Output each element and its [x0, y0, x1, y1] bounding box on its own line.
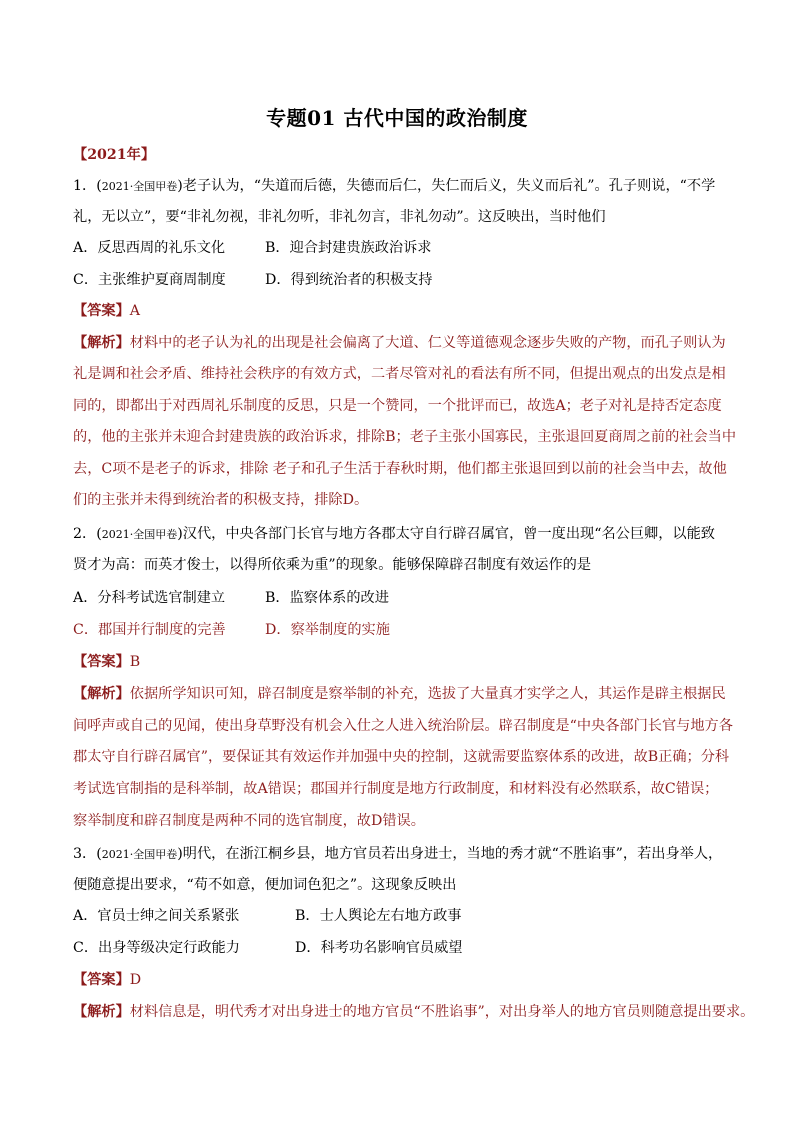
question-number: 3．(	[73, 846, 102, 862]
question-source: 2021·全国甲卷	[101, 180, 178, 193]
question-number: 1．(	[73, 178, 102, 194]
question-2-analysis-line-3: 郡太守自行辟召属官”，要保证其有效运作并加强中央的控制，这就需要监察体系的改进，故B正确；分科	[73, 749, 730, 765]
question-1-analysis-line-1	[73, 334, 733, 352]
question-1-option-c: C．主张维护夏商周制度	[73, 272, 226, 288]
answer-tag: 【答案】	[73, 303, 130, 319]
question-2-stem-line-2: 贤才为高：而英才俊士，以得所依乘为重”的现象。能够保障辟召制度有效运作的是	[73, 557, 592, 573]
question-2-answer	[73, 653, 733, 671]
question-number: 2．(	[73, 526, 102, 542]
question-text: )明代，在浙江桐乡县，地方官员若出身进士，当地的秀才就“不胜谄事”，若出身举人，	[177, 846, 723, 862]
question-2-analysis-line-1	[73, 685, 733, 703]
analysis-tag: 【解析】	[73, 1004, 130, 1020]
question-1-analysis-line-3: 同的，即都出于对西周礼乐制度的反思，只是一个赞同，一个批评而已，故选A；老子对礼是持否定态度	[73, 398, 722, 414]
question-2-option-c: C．郡国并行制度的完善	[73, 622, 226, 638]
question-3-option-b: B．士人舆论左右地方政事	[295, 908, 462, 924]
question-3-option-a: A．官员士绅之间关系紧张	[73, 908, 240, 924]
answer-value: D	[129, 972, 142, 988]
answer-tag: 【答案】	[73, 972, 130, 988]
section-header: 【2021年】	[73, 147, 156, 163]
answer-tag: 【答案】	[73, 654, 130, 670]
page-title: 专题01 古代中国的政治制度	[266, 106, 528, 130]
question-1-stem-line-1	[73, 177, 733, 196]
question-1-analysis-line-6: 们的主张并未得到统治者的积极支持，排除D。	[73, 492, 369, 508]
question-source: 2021·全国甲卷	[101, 528, 178, 541]
question-1-option-d: D．得到统治者的积极支持	[265, 272, 433, 288]
question-1-analysis-line-2: 礼是调和社会矛盾、维持社会秩序的有效方式，二者尽管对礼的看法有所不同，但提出观点的出发点是相	[73, 366, 726, 382]
question-1-option-a: A．反思西周的礼乐文化	[73, 240, 226, 256]
question-text: )汉代，中央各部门长官与地方各郡太守自行辟召属官，曾一度出现“名公巨卿，以能致	[177, 526, 715, 542]
question-2-analysis-line-2: 间呼声或自己的见闻，使出身草野没有机会入仕之人进入统治阶层。辟召制度是“中央各部门长官与地方各	[73, 718, 733, 734]
analysis-text: 材料中的老子认为礼的出现是社会偏离了大道、仁义等道德观念逐步失败的产物，而孔子则认为	[129, 335, 726, 351]
question-3-analysis-line-1	[73, 1003, 755, 1021]
question-1-option-b: B．迎合封建贵族政治诉求	[265, 240, 432, 256]
question-2-option-a: A．分科考试选官制建立	[73, 590, 226, 606]
question-1-analysis-line-5: 去，C项不是老子的诉求，排除 老子和孔子生活于春秋时期，他们都主张退回到以前的社会当中去，故他	[73, 461, 727, 477]
question-2-analysis-line-4: 考试选官制指的是科举制，故A错误；郡国并行制度是地方行政制度，和材料没有必然联系，故C错误；	[73, 781, 719, 797]
question-1-analysis-line-4: 的，他的主张并未迎合封建贵族的政治诉求，排除B；老子主张小国寡民，主张退回夏商周之前的社会当中	[73, 429, 737, 445]
question-3-answer	[73, 971, 733, 989]
question-2-option-b: B．监察体系的改进	[265, 590, 389, 606]
question-2-analysis-line-5: 察举制度和辟召制度是两种不同的选官制度，故D错误。	[73, 813, 425, 829]
answer-value: B	[129, 654, 141, 670]
analysis-text: 依据所学知识可知，辟召制度是察举制的补充，选拔了大量真才实学之人，其运作是辟主根据民	[129, 686, 726, 702]
question-3-stem-line-2: 便随意提出要求，“苟不如意，便加词色犯之”。这现象反映出	[73, 877, 457, 893]
question-1-stem-line-2: 礼，无以立”，要“非礼勿视，非礼勿听，非礼勿言，非礼勿动”。这反映出，当时他们	[73, 209, 606, 225]
question-2-stem-line-1	[73, 525, 733, 544]
question-source: 2021·全国甲卷	[101, 848, 178, 861]
question-3-option-c: C．出身等级决定行政能力	[73, 940, 240, 956]
analysis-tag: 【解析】	[73, 335, 130, 351]
question-3-option-d: D．科考功名影响官员威望	[295, 940, 463, 956]
question-2-option-d: D．察举制度的实施	[265, 622, 390, 638]
answer-value: A	[129, 303, 141, 319]
question-1-answer	[73, 302, 733, 320]
analysis-tag: 【解析】	[73, 686, 130, 702]
question-text: )老子认为，“失道而后德，失德而后仁，失仁而后义，失义而后礼”。孔子则说，“不学	[177, 178, 716, 194]
question-3-stem-line-1	[73, 845, 733, 864]
analysis-text: 材料信息是，明代秀才对出身进士的地方官员“不胜谄事”，对出身举人的地方官员则随意提出要求。	[129, 1004, 755, 1020]
